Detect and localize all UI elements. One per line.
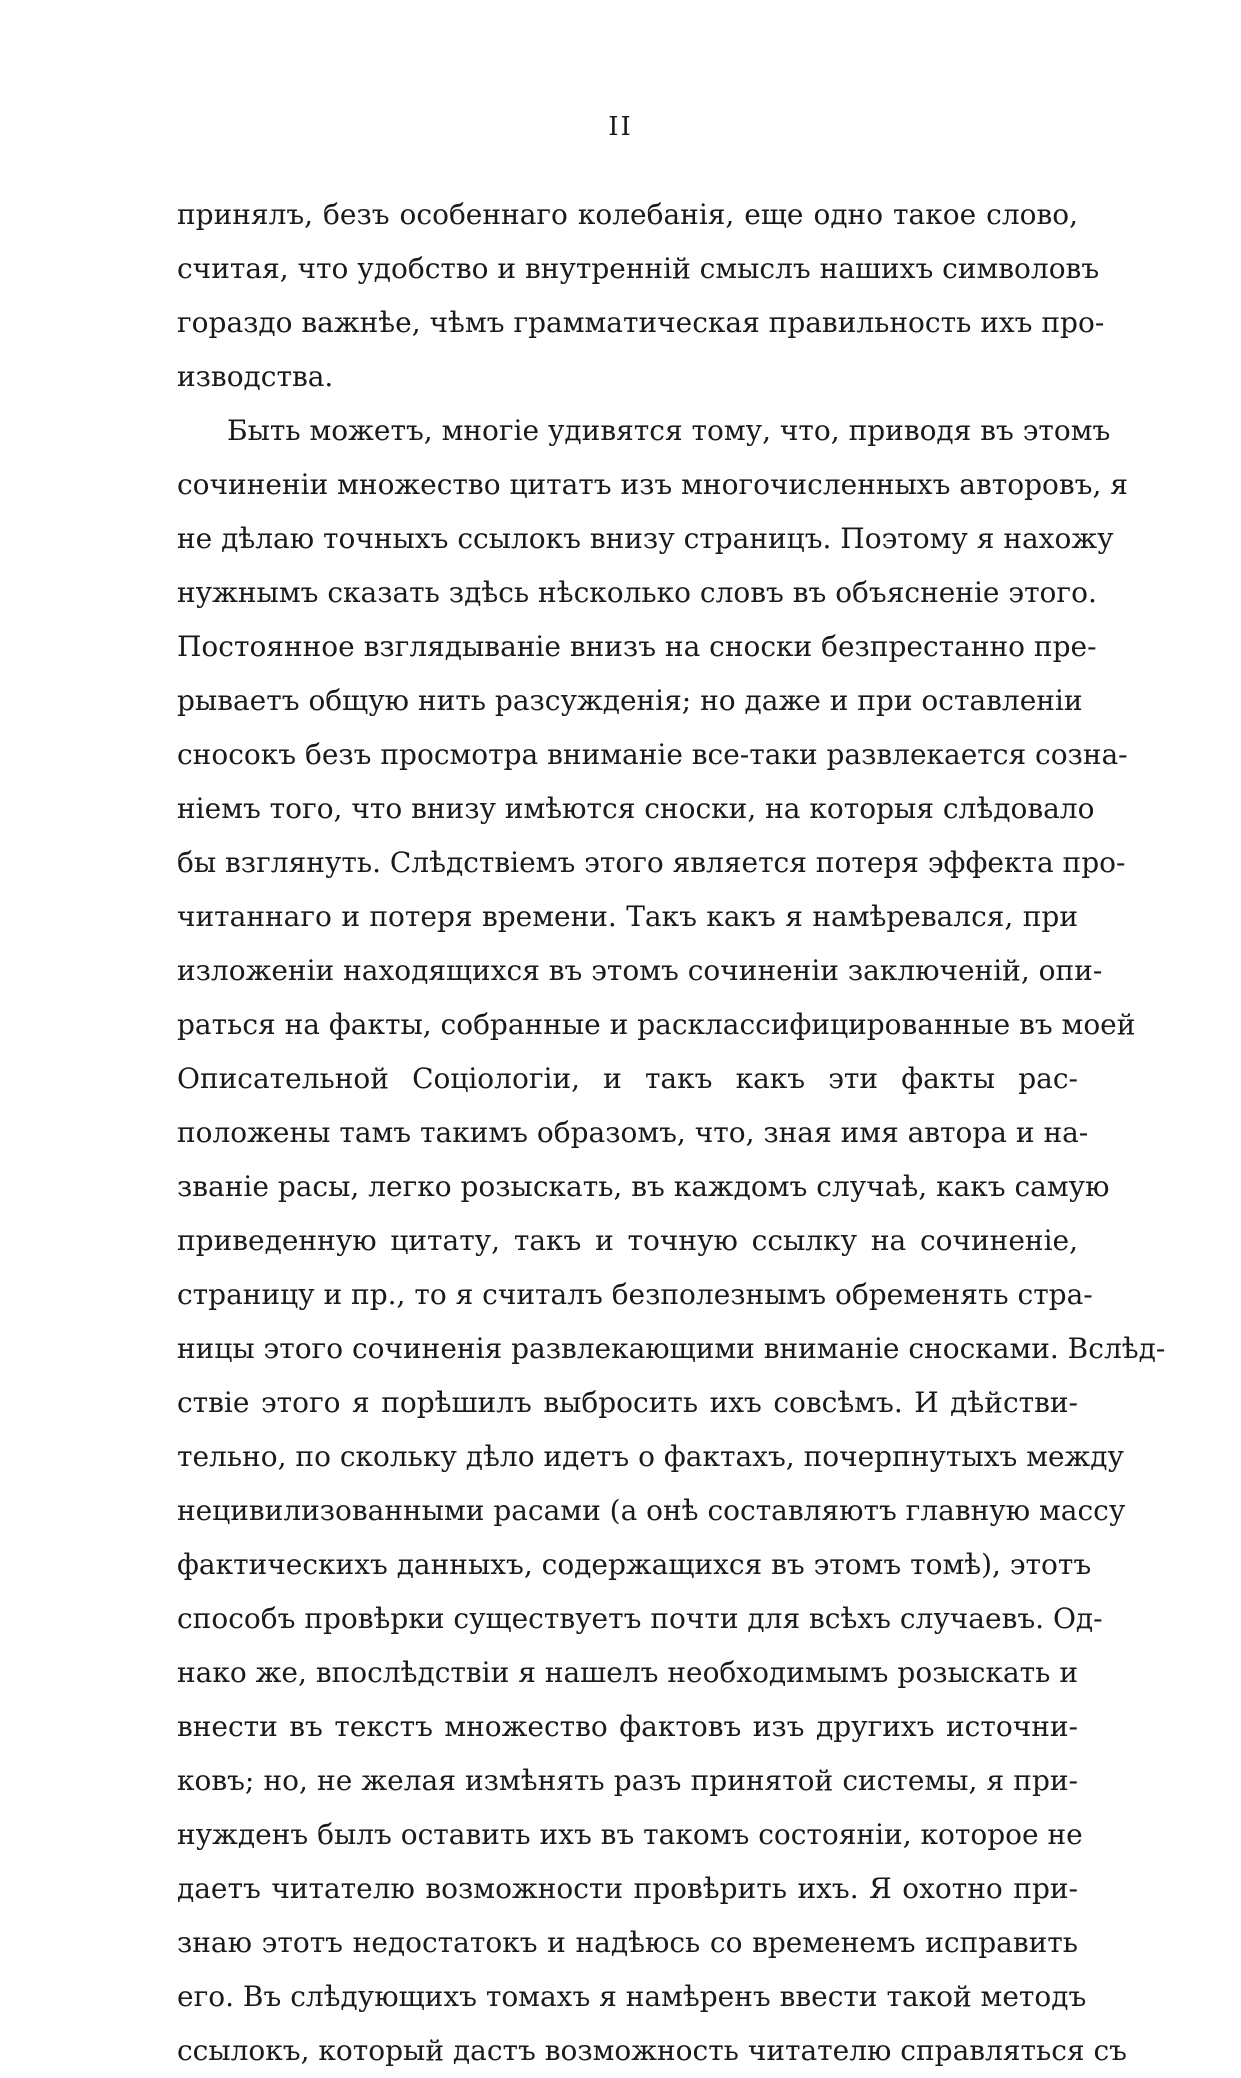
text-line: считая, что удобство и внутренній смыслъ нашихъ символовъ [177, 252, 1100, 285]
text-line: ствіе этого я порѣшилъ выбросить ихъ совсѣмъ. И дѣйстви- [177, 1386, 1078, 1419]
text-line: нужденъ былъ оставить ихъ въ такомъ состояніи, которое не [177, 1818, 1083, 1851]
text-line: положены тамъ такимъ образомъ, что, зная имя автора и на- [177, 1116, 1089, 1149]
paragraph [177, 404, 1166, 2078]
page-number: II [608, 112, 633, 142]
text-line: тельно, по скольку дѣло идетъ о фактахъ, почерпнутыхъ между [177, 1440, 1125, 1473]
text-line: приведенную цитату, такъ и точную ссылку на сочиненіе, [177, 1224, 1078, 1257]
text-line: изводства. [177, 360, 334, 393]
text-line: Быть можетъ, многіе удивятся тому, что, приводя въ этомъ [227, 414, 1111, 447]
text-line: ковъ; но, не желая измѣнять разъ принятой системы, я при- [177, 1764, 1078, 1797]
text-line: Постоянное взглядываніе внизъ на сноски безпрестанно пре- [177, 630, 1097, 663]
text-line: бы взглянуть. Слѣдствіемъ этого является потеря эффекта про- [177, 846, 1126, 879]
text-line: внести въ текстъ множество фактовъ изъ другихъ источни- [177, 1710, 1078, 1743]
text-line: нецивилизованными расами (а онѣ составляютъ главную массу [177, 1494, 1126, 1527]
text-line: его. Въ слѣдующихъ томахъ я намѣренъ ввести такой методъ [177, 1980, 1087, 2013]
text-line: способъ провѣрки существуетъ почти для всѣхъ случаевъ. Од- [177, 1602, 1103, 1635]
text-line: принялъ, безъ особеннаго колебанія, еще одно такое слово, [177, 198, 1078, 231]
text-line: раться на факты, собранные и расклассифицированные въ моей [177, 1008, 1136, 1041]
text-line: фактическихъ данныхъ, содержащихся въ этомъ томѣ), этотъ [177, 1548, 1092, 1581]
text-line: читаннаго и потеря времени. Такъ какъ я намѣревался, при [177, 900, 1078, 933]
text-line: нужнымъ сказать здѣсь нѣсколько словъ въ объясненіе этого. [177, 576, 1097, 609]
text-line: званіе расы, легко розыскать, въ каждомъ случаѣ, какъ самую [177, 1170, 1110, 1203]
text-line: ницы этого сочиненія развлекающими вниманіе сносками. Вслѣд- [177, 1332, 1166, 1365]
text-line: сносокъ безъ просмотра вниманіе все-таки развлекается созна- [177, 738, 1128, 771]
text-line: нако же, впослѣдствіи я нашелъ необходимымъ розыскать и [177, 1656, 1078, 1689]
text-line: знаю этотъ недостатокъ и надѣюсь со временемъ исправить [177, 1926, 1078, 1959]
text-line: ссылокъ, который дастъ возможность читателю справляться съ [177, 2034, 1127, 2067]
text-line: ніемъ того, что внизу имѣются сноски, на которыя слѣдовало [177, 792, 1095, 825]
paragraph [177, 188, 1105, 404]
text-line: не дѣлаю точныхъ ссылокъ внизу страницъ. Поэтому я нахожу [177, 522, 1114, 555]
text-line: даетъ читателю возможности провѣрить ихъ. Я охотно при- [177, 1872, 1078, 1905]
text-line: Описательной Соціологіи, и такъ какъ эти факты рас- [177, 1062, 1078, 1095]
text-line: рываетъ общую нить разсужденія; но даже и при оставленіи [177, 684, 1083, 717]
body-text [177, 188, 1166, 2078]
text-line: гораздо важнѣе, чѣмъ грамматическая правильность ихъ про- [177, 306, 1105, 339]
text-line: сочиненіи множество цитатъ изъ многочисленныхъ авторовъ, я [177, 468, 1128, 501]
text-line: страницу и пр., то я считалъ безполезнымъ обременять стра- [177, 1278, 1093, 1311]
text-line: изложеніи находящихся въ этомъ сочиненіи заключеній, опи- [177, 954, 1103, 987]
